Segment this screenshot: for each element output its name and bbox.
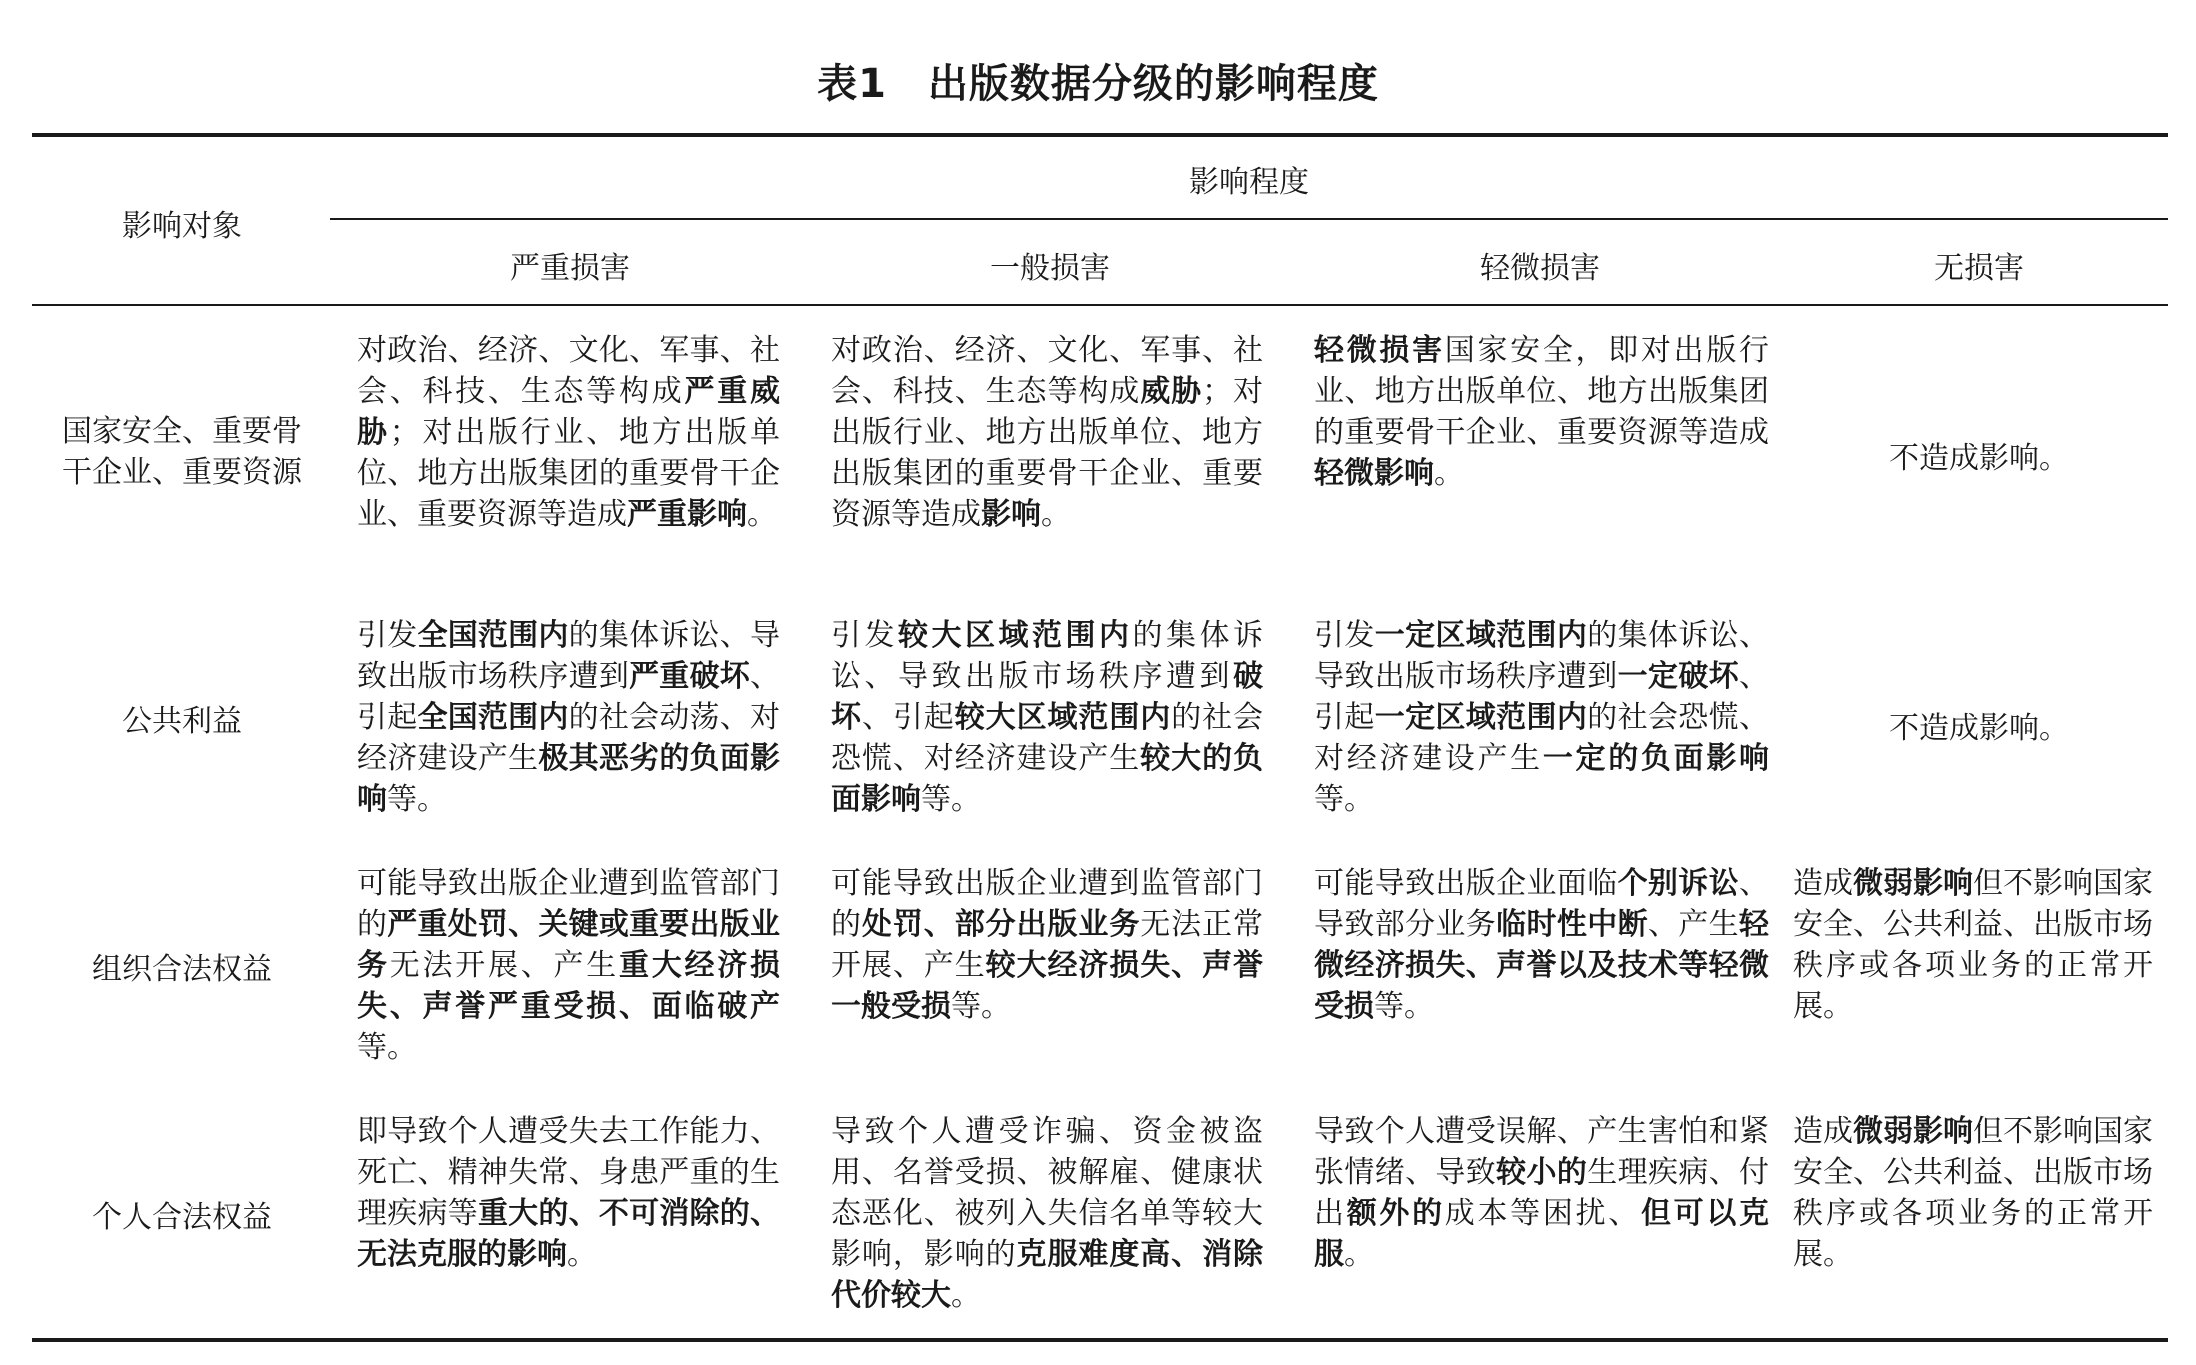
row-label-line: 干企业、重要资源 (62, 455, 302, 490)
cell-text: 的社会恐慌、对经济建设产生 (831, 700, 1264, 776)
emphasis-text: 极其恶劣的负面影响 (357, 741, 781, 817)
cell-text: 但不影响国家安全、公共利益、出版市场秩序或各项业务的正常开展。 (1793, 1114, 2153, 1272)
cell-text: 导致个人遭受诈骗、资金被盗用、名誉受损、被解雇、健康状态恶化、被列入失信名单等较大影响，影响的 (831, 1114, 1263, 1272)
cell-personal-severe (357, 1111, 780, 1275)
cell-text: 引发 (831, 618, 898, 653)
cell-personal-none (1793, 1111, 2153, 1275)
emphasis-text: 重大的、不可消除的、无法克服的影响 (357, 1196, 781, 1272)
header-level-minor: 轻微损害 (1480, 251, 1600, 286)
cell-text: 引发 (1314, 618, 1375, 653)
emphasis-text: 克服难度高、消除代价较大 (831, 1237, 1264, 1313)
cell-org-none (1793, 863, 2153, 1027)
row-label-personal (32, 1197, 332, 1238)
cell-text: 等。 (921, 782, 981, 817)
cell-text: 无法正常开展、产生 (831, 907, 1264, 983)
emphasis-text: 威胁 (1140, 374, 1203, 409)
emphasis-text: 轻微经济损失、声誉以及技术等轻微受损 (1314, 907, 1770, 1024)
emphasis-text: 全国范围内 (417, 618, 569, 653)
header-bottom-rule (32, 304, 2168, 306)
cell-text: 、导致部分业务 (1314, 866, 1770, 942)
row-label-line: 个人合法权益 (92, 1200, 272, 1235)
emphasis-text: 严重破坏 (629, 659, 751, 694)
emphasis-text: 重大经济损失、声誉严重受损、面临破产 (357, 948, 780, 1024)
cell-text: 导致个人遭受误解、产生害怕和紧张情绪、导致 (1314, 1114, 1769, 1190)
row-label-public-interest (32, 701, 332, 742)
cell-text: 的社会动荡、对经济建设产生 (357, 700, 781, 776)
cell-text: 国家安全，即对出版行业、地方出版单位、地方出版集团的重要骨干企业、重要资源等造成 (1314, 333, 1770, 450)
cell-text: 。 (951, 1278, 981, 1313)
emphasis-text: 破坏 (831, 659, 1263, 735)
cell-text: 但不影响国家安全、公共利益、出版市场秩序或各项业务的正常开展。 (1793, 866, 2153, 1024)
header-level-none: 无损害 (1934, 251, 2024, 286)
cell-text: 成本等困扰、 (1444, 1196, 1641, 1231)
header-sub-rule (330, 218, 2168, 220)
cell-national-none: 不造成影响。 (1889, 441, 2069, 476)
cell-text: 可能导致出版企业遭到监管部门的 (357, 866, 780, 942)
emphasis-text: 额外的 (1346, 1196, 1445, 1231)
cell-text: 、引起 (861, 700, 955, 735)
emphasis-text: 一定破坏 (1617, 659, 1740, 694)
cell-personal-minor (1314, 1111, 1769, 1275)
emphasis-text: 但可以克服 (1314, 1196, 1770, 1272)
table-title: 表1 出版数据分级的影响程度 (817, 61, 1379, 107)
emphasis-text: 严重影响 (627, 497, 747, 532)
cell-text: 。 (1434, 456, 1464, 491)
cell-text: 造成 (1793, 1114, 1853, 1149)
cell-org-severe (357, 863, 780, 1068)
emphasis-text: 较大区域范围内 (898, 618, 1133, 653)
emphasis-text: 微弱影响 (1853, 866, 1973, 901)
cell-text: ；对出版行业、地方出版单位、地方出版集团的重要骨干企业、重要资源等造成 (831, 374, 1264, 532)
emphasis-text: 影响 (981, 497, 1041, 532)
cell-text: 等。 (387, 782, 447, 817)
cell-text: 、产生 (1647, 907, 1740, 942)
cell-text: ；对出版行业、地方出版单位、地方出版集团的重要骨干企业、重要资源等造成 (357, 415, 780, 532)
cell-text: 的集体诉讼、导致出版市场秩序遭到 (831, 618, 1263, 694)
cell-text: 的社会恐慌、对经济建设产生 (1314, 700, 1770, 776)
cell-national-general (831, 330, 1263, 535)
cell-public-none: 不造成影响。 (1889, 711, 2069, 746)
cell-org-minor (1314, 863, 1769, 1027)
emphasis-text: 严重处罚、关键或重要出版业务 (357, 907, 781, 983)
emphasis-text: 个别诉讼 (1617, 866, 1740, 901)
cell-text: 的集体诉讼、导致出版市场秩序遭到 (357, 618, 781, 694)
emphasis-text: 较小的 (1496, 1155, 1588, 1190)
emphasis-text: 一定的负面影响 (1542, 741, 1770, 776)
cell-public-general (831, 615, 1263, 820)
header-degree: 影响程度 (1189, 165, 1309, 200)
emphasis-text: 严重威胁 (357, 374, 780, 450)
top-rule (32, 133, 2168, 137)
row-label-line: 国家安全、重要骨 (62, 414, 302, 449)
cell-text: 等。 (1314, 782, 1374, 817)
emphasis-text: 全国范围内 (417, 700, 569, 735)
cell-public-severe (357, 615, 780, 820)
cell-text: 造成 (1793, 866, 1853, 901)
cell-personal-general (831, 1111, 1263, 1316)
row-label-line: 组织合法权益 (92, 952, 272, 987)
cell-public-minor (1314, 615, 1769, 820)
emphasis-text: 处罚、部分出版业务 (861, 907, 1141, 942)
cell-national-severe (357, 330, 780, 535)
cell-text: 无法开展、产生 (389, 948, 619, 983)
cell-text: 等。 (357, 1030, 417, 1065)
cell-text: 等。 (951, 989, 1011, 1024)
cell-text: 即导致个人遭受失去工作能力、死亡、精神失常、身患严重的生理疾病等 (357, 1114, 780, 1231)
header-level-general: 一般损害 (990, 251, 1110, 286)
emphasis-text: 一定区域范围内 (1374, 700, 1588, 735)
cell-text: 。 (1344, 1237, 1374, 1272)
cell-text: 等。 (1374, 989, 1434, 1024)
cell-text: 、引起 (1314, 659, 1770, 735)
emphasis-text: 临时性中断 (1496, 907, 1648, 942)
cell-text: 对政治、经济、文化、军事、社会、科技、生态等构成 (831, 333, 1263, 409)
emphasis-text: 微弱影响 (1853, 1114, 1973, 1149)
cell-text: 、引起 (357, 659, 781, 735)
cell-text: 。 (747, 497, 777, 532)
emphasis-text: 较大的负面影响 (831, 741, 1264, 817)
cell-national-minor (1314, 330, 1769, 494)
header-target: 影响对象 (122, 209, 242, 244)
emphasis-text: 一定区域范围内 (1374, 618, 1588, 653)
cell-text: 可能导致出版企业遭到监管部门的 (831, 866, 1263, 942)
emphasis-text: 轻微损害 (1314, 333, 1445, 368)
header-level-severe: 严重损害 (510, 251, 630, 286)
cell-text: 生理疾病、付出 (1314, 1155, 1770, 1231)
row-label-line: 公共利益 (122, 704, 242, 739)
cell-text: 的集体诉讼、导致出版市场秩序遭到 (1314, 618, 1770, 694)
emphasis-text: 较大经济损失、声誉一般受损 (831, 948, 1264, 1024)
bottom-rule (32, 1338, 2168, 1342)
row-label-national-security (32, 411, 332, 493)
cell-text: 对政治、经济、文化、军事、社会、科技、生态等构成 (357, 333, 780, 409)
cell-text: 引发 (357, 618, 418, 653)
row-label-organization (32, 949, 332, 990)
cell-text: 。 (1041, 497, 1071, 532)
cell-text: 可能导致出版企业面临 (1314, 866, 1618, 901)
cell-text: 。 (567, 1237, 597, 1272)
cell-org-general (831, 863, 1263, 1027)
emphasis-text: 较大区域范围内 (954, 700, 1172, 735)
emphasis-text: 轻微影响 (1314, 456, 1434, 491)
